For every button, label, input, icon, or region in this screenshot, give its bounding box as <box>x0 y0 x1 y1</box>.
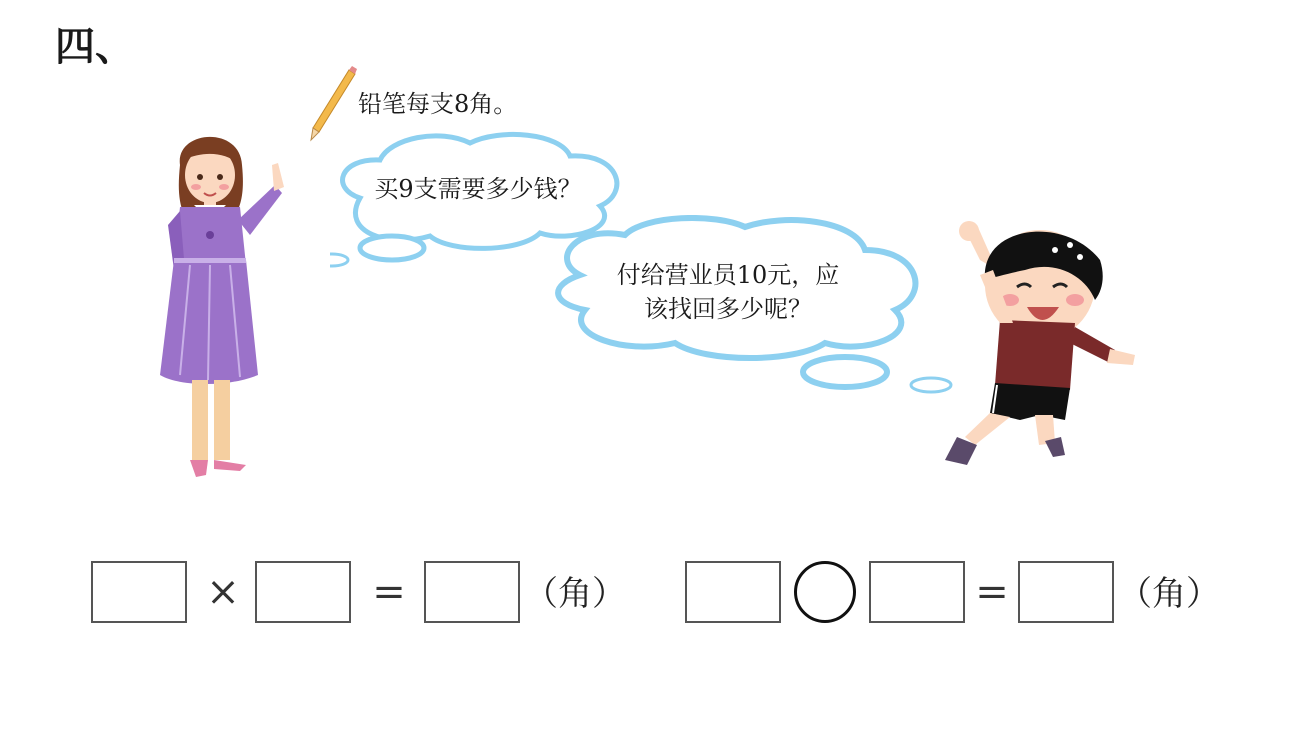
teacher-question: 买9支需要多少钱？ <box>374 175 582 203</box>
equation2-equals-sign: = <box>975 569 1009 615</box>
boy-question-line-2: 该找回多少呢？ <box>644 295 812 323</box>
section-title: 四、 <box>55 23 135 70</box>
equation2-box-operand2[interactable] <box>869 561 965 623</box>
equation1-box-factor2[interactable] <box>255 561 351 623</box>
equation2-box-operand1[interactable] <box>685 561 781 623</box>
boy-illustration <box>935 215 1145 470</box>
equation2-box-result[interactable] <box>1018 561 1114 623</box>
pencil-price-note: 铅笔每支8角。 <box>358 90 518 118</box>
boy-question-line-1: 付给营业员10元，应 <box>616 261 840 289</box>
teacher-illustration <box>150 125 300 485</box>
equation1-unit: （角） <box>524 574 626 614</box>
equation2-unit: （角） <box>1118 574 1220 614</box>
equation1-multiply-sign: × <box>206 569 240 615</box>
equation1-box-factor1[interactable] <box>91 561 187 623</box>
equation1-box-result[interactable] <box>424 561 520 623</box>
equation2-operator-circle[interactable] <box>794 561 856 623</box>
equation1-equals-sign: = <box>372 569 406 615</box>
boy-question <box>588 258 868 326</box>
